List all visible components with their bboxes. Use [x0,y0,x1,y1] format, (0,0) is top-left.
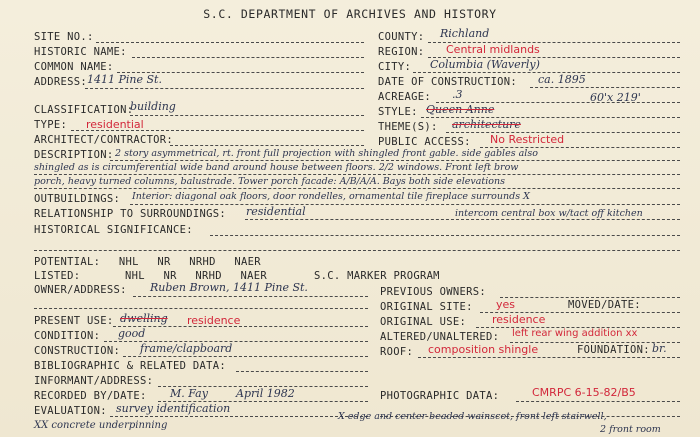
county-value: Richland [440,27,490,40]
condition-value: good [118,327,146,340]
description-line-1: 2 story asymmetrical, rt. front full projection with shingled front gable. side gables also [115,148,538,159]
label-roof: ROOF: [380,346,414,358]
label-present-use: PRESENT USE: [34,315,114,327]
region-value: Central midlands [446,43,540,56]
relationship-value: residential [246,205,306,218]
recorded-by-value: M. Fay [170,387,208,400]
owner-line-2 [34,308,368,309]
label-acreage: ACREAGE: [378,91,431,103]
potential-nrhd[interactable]: NRHD [189,256,216,268]
label-region: REGION: [378,46,425,58]
outbuildings-line [130,204,680,205]
acreage-dimensions: 60'x 219' [590,91,641,104]
photographic-line [516,401,680,402]
label-historic-name: HISTORIC NAME: [34,46,127,58]
listed-nhl[interactable]: NHL [124,270,145,282]
label-relationship: RELATIONSHIP TO SURROUNDINGS: [34,208,227,220]
label-county: COUNTY: [378,31,425,43]
relationship-line [245,219,680,220]
public-access-line [480,147,680,148]
potential-nr[interactable]: NR [157,256,171,268]
recorded-date-value: April 1982 [236,387,295,400]
classification-line [130,115,364,116]
owner-line-1 [133,296,368,297]
foundation-value: br. [652,342,667,355]
potential-row [34,256,273,268]
present-use-line [113,326,368,327]
roof-value: composition shingle [428,343,539,356]
description-line-2: shingled as is circumferential wide band around house between floors. 2/2 windows. Front left brow [34,162,519,173]
description-line-3: porch, heavy turned columns, balustrade. Tower porch facade: A/B/A/A. Bays both side elevations [34,176,505,187]
listed-nrhd[interactable]: NRHD [195,270,222,282]
historic-name-line [132,57,364,58]
architect-line [170,145,364,146]
label-city: CITY: [378,61,412,73]
roof-line [418,357,680,358]
label-original-site: ORIGINAL SITE: [380,301,473,313]
potential-nhl[interactable]: NHL [118,256,139,268]
present-use-struck: dwelling [120,312,168,325]
significance-line-2 [34,250,680,251]
label-owner-address: OWNER/ADDRESS: [34,284,127,296]
label-foundation: FOUNDATION: [577,344,650,356]
label-construction: CONSTRUCTION: [34,345,121,357]
date-of-construction-value: ca. 1895 [538,73,586,86]
altered-value: left rear wing addition xx [512,328,638,339]
evaluation-line [110,416,368,417]
label-recorded-by: RECORDED BY/DATE: [34,390,147,402]
construction-value: frame/clapboard [140,342,233,355]
date-of-construction-line [530,87,680,88]
label-original-use: ORIGINAL USE: [380,316,467,328]
footer-note-right: X edge and center beaded wainscot, front left stairwell, [338,411,607,422]
label-date-of-construction: DATE OF CONSTRUCTION: [378,76,518,88]
label-altered: ALTERED/UNALTERED: [380,331,500,343]
form-title: S.C. DEPARTMENT OF ARCHIVES AND HISTORY [203,7,497,21]
style-value: Queen Anne [426,103,495,116]
interior-note: intercom central box w/tact off kitchen [455,208,643,219]
type-value: residential [86,118,144,131]
photographic-data-value: CMRPC 6-15-82/B5 [532,386,636,399]
address-value: 1411 Pine St. [87,73,162,86]
public-access-value: No Restricted [490,133,565,146]
label-architect: ARCHITECT/CONTRACTOR: [34,134,174,146]
label-description: DESCRIPTION: [34,149,114,161]
label-common-name: COMMON NAME: [34,61,114,73]
construction-line [123,356,368,357]
footer-note-right-2: 2 front room [600,424,661,435]
description-rule-2 [34,174,680,175]
description-rule-1 [110,160,680,161]
site-no-line [96,42,364,43]
label-type: TYPE: [34,119,68,131]
label-previous-owners: PREVIOUS OWNERS: [380,286,486,298]
owner-address-value: Ruben Brown, 1411 Pine St. [150,281,308,294]
type-line [71,130,364,131]
address-line [85,88,364,89]
present-use-value: residence [187,314,241,327]
themes-value: architecture [452,118,521,131]
footer-note-left: XX concrete underpinning [34,420,168,431]
marker-program: S.C. MARKER PROGRAM [314,270,440,282]
outbuildings-value: Interior: diagonal oak floors, door rondelles, ornamental tile fireplace surrounds X [132,191,530,202]
classification-value: building [130,100,176,113]
label-listed: LISTED: [34,270,81,282]
label-classification: CLASSIFICATION: [34,104,134,116]
acreage-value: .3 [452,88,463,101]
label-potential: POTENTIAL: [34,256,101,268]
evaluation-value: survey identification [116,402,231,415]
city-value: Columbia (Waverly) [430,58,540,71]
label-address: ADDRESS: [34,76,87,88]
original-use-value: residence [492,313,546,326]
label-informant: INFORMANT/ADDRESS: [34,375,154,387]
potential-naer[interactable]: NAER [234,256,261,268]
listed-naer[interactable]: NAER [240,270,267,282]
label-public-access: PUBLIC ACCESS: [378,136,471,148]
label-evaluation: EVALUATION: [34,405,107,417]
label-site-no: SITE NO.: [34,31,94,43]
description-rule-3 [34,188,680,189]
bibliographic-line [236,371,368,372]
label-outbuildings: OUTBUILDINGS: [34,193,121,205]
label-style: STYLE: [378,106,418,118]
previous-owners-line [500,297,680,298]
original-site-value: yes [496,298,516,311]
label-historical-significance: HISTORICAL SIGNIFICANCE: [34,224,193,236]
significance-line-1 [210,235,680,236]
label-moved-date: MOVED/DATE: [568,299,641,311]
label-bibliographic: BIBLIOGRAPHIC & RELATED DATA: [34,360,227,372]
label-photographic-data: PHOTOGRAPHIC DATA: [380,390,500,402]
label-themes: THEME(S): [378,121,438,133]
listed-nr[interactable]: NR [163,270,177,282]
label-condition: CONDITION: [34,330,101,342]
